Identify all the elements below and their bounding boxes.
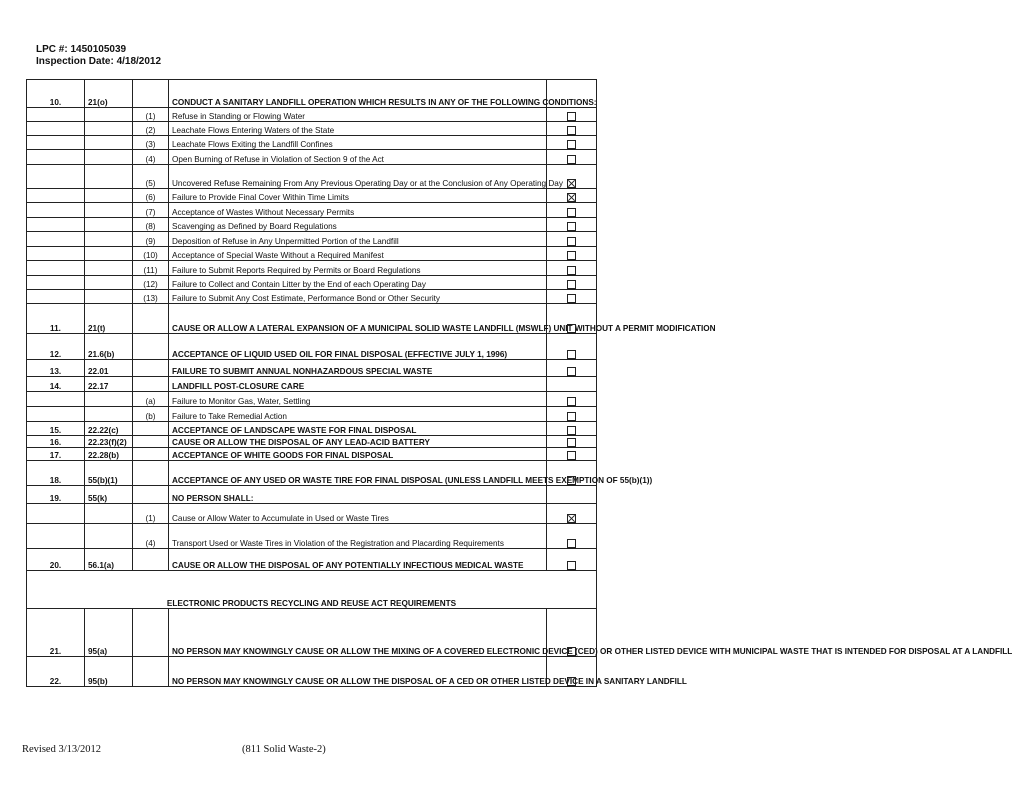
checkbox[interactable]	[567, 112, 576, 121]
violation-description: Refuse in Standing or Flowing Water	[169, 108, 547, 122]
subsection-number: (7)	[133, 203, 169, 218]
subsection-number	[133, 360, 169, 377]
section-number: 22.22(c)	[85, 422, 133, 436]
checkbox-cell	[547, 486, 597, 504]
form-number: (811 Solid Waste-2)	[242, 744, 326, 755]
violation-description: NO PERSON MAY KNOWINGLY CAUSE OR ALLOW THE DISPOSAL OF A CED OR OTHER LISTED DEVICE IN A SANITARY LANDFILL	[169, 657, 547, 687]
violation-description: Failure to Submit Any Cost Estimate, Performance Bond or Other Security	[169, 290, 547, 304]
checkbox-cell	[547, 360, 597, 377]
table-row	[27, 609, 597, 657]
table-row	[27, 122, 597, 136]
subsection-number: (10)	[133, 247, 169, 261]
section-number	[85, 261, 133, 276]
violation-description: CAUSE OR ALLOW A LATERAL EXPANSION OF A MUNICIPAL SOLID WASTE LANDFILL (MSWLF) UNIT WITHOUT A PERMIT MODIFICATION	[169, 304, 547, 334]
table-row	[27, 448, 597, 461]
checkbox-cell	[547, 422, 597, 436]
checkbox[interactable]	[567, 539, 576, 548]
subsection-number	[133, 657, 169, 687]
item-number: 12.	[27, 334, 85, 360]
checkbox[interactable]	[567, 397, 576, 406]
section-number	[85, 247, 133, 261]
item-number	[27, 218, 85, 232]
checkbox-cell	[547, 261, 597, 276]
checkbox-cell	[547, 436, 597, 448]
table-row	[27, 218, 597, 232]
table-row	[27, 304, 597, 334]
violation-description: ACCEPTANCE OF WHITE GOODS FOR FINAL DISPOSAL	[169, 448, 547, 461]
checkbox-cell	[547, 136, 597, 150]
subsection-number: (4)	[133, 150, 169, 165]
subsection-number	[133, 304, 169, 334]
section-band-row	[27, 571, 597, 609]
subsection-number: (3)	[133, 136, 169, 150]
violations-table	[26, 79, 1012, 687]
subsection-number: (1)	[133, 108, 169, 122]
checkbox[interactable]	[567, 367, 576, 376]
violation-description: LANDFILL POST-CLOSURE CARE	[169, 377, 547, 392]
item-number	[27, 150, 85, 165]
checkbox-cell	[547, 448, 597, 461]
violation-description: Open Burning of Refuse in Violation of Section 9 of the Act	[169, 150, 547, 165]
table-row	[27, 524, 597, 549]
violation-description: Transport Used or Waste Tires in Violation of the Registration and Placarding Requirements	[169, 524, 547, 549]
violation-description: Cause or Allow Water to Accumulate in Used or Waste Tires	[169, 504, 547, 524]
section-number	[85, 150, 133, 165]
violation-description: Failure to Provide Final Cover Within Time Limits	[169, 189, 547, 203]
table-row	[27, 549, 597, 571]
item-number: 13.	[27, 360, 85, 377]
violation-description: Leachate Flows Exiting the Landfill Confines	[169, 136, 547, 150]
table-row	[27, 165, 597, 189]
electronic-products-section-title: ELECTRONIC PRODUCTS RECYCLING AND REUSE ACT REQUIREMENTS	[27, 571, 597, 609]
item-number: 20.	[27, 549, 85, 571]
item-number	[27, 261, 85, 276]
checkbox[interactable]	[567, 426, 576, 435]
checkbox-cell	[547, 232, 597, 247]
checkbox[interactable]	[567, 451, 576, 460]
checkbox[interactable]	[567, 647, 576, 656]
item-number	[27, 407, 85, 422]
checkbox[interactable]	[567, 222, 576, 231]
checkbox-cell	[547, 549, 597, 571]
section-number: 55(b)(1)	[85, 461, 133, 486]
item-number: 19.	[27, 486, 85, 504]
table-row	[27, 203, 597, 218]
table-row	[27, 360, 597, 377]
checkbox-cell	[547, 377, 597, 392]
subsection-number	[133, 422, 169, 436]
table-row	[27, 657, 597, 687]
section-number: 55(k)	[85, 486, 133, 504]
subsection-number: (8)	[133, 218, 169, 232]
section-number: 21.6(b)	[85, 334, 133, 360]
section-number: 22.28(b)	[85, 448, 133, 461]
item-number	[27, 122, 85, 136]
section-number	[85, 232, 133, 247]
table-row	[27, 136, 597, 150]
table-row	[27, 377, 597, 392]
item-number	[27, 290, 85, 304]
section-number	[85, 524, 133, 549]
item-number	[27, 504, 85, 524]
inspection-header	[36, 44, 161, 68]
item-number	[27, 247, 85, 261]
violation-description: NO PERSON SHALL:	[169, 486, 547, 504]
item-number: 16.	[27, 436, 85, 448]
violation-description: CAUSE OR ALLOW THE DISPOSAL OF ANY LEAD-ACID BATTERY	[169, 436, 547, 448]
item-number: 21.	[27, 609, 85, 657]
checkbox[interactable]	[567, 324, 576, 333]
violation-description: Deposition of Refuse in Any Unpermitted Portion of the Landfill	[169, 232, 547, 247]
table-row	[27, 189, 597, 203]
revised-date: Revised 3/13/2012	[22, 744, 102, 755]
checkbox-checked[interactable]	[567, 514, 576, 523]
checkbox-checked[interactable]	[567, 193, 576, 202]
table-row	[27, 276, 597, 290]
subsection-number: (11)	[133, 261, 169, 276]
section-number: 21(t)	[85, 304, 133, 334]
section-number	[85, 189, 133, 203]
checkbox-cell	[547, 150, 597, 165]
item-number	[27, 276, 85, 290]
item-number	[27, 524, 85, 549]
section-number: 95(a)	[85, 609, 133, 657]
checkbox[interactable]	[567, 251, 576, 260]
section-number	[85, 136, 133, 150]
violation-description: Failure to Collect and Contain Litter by the End of each Operating Day	[169, 276, 547, 290]
subsection-number: (1)	[133, 504, 169, 524]
subsection-number: (b)	[133, 407, 169, 422]
item-number	[27, 189, 85, 203]
subsection-number: (12)	[133, 276, 169, 290]
section-number	[85, 108, 133, 122]
item-number	[27, 108, 85, 122]
item-number	[27, 392, 85, 407]
inspection-date: Inspection Date: 4/18/2012	[36, 56, 162, 67]
subsection-number	[133, 334, 169, 360]
table-row	[27, 108, 597, 122]
section-number: 22.23(f)(2)	[85, 436, 133, 448]
section-number	[85, 203, 133, 218]
item-number: 15.	[27, 422, 85, 436]
subsection-number	[133, 80, 169, 108]
table-row	[27, 461, 597, 486]
section-number	[85, 122, 133, 136]
item-number: 11.	[27, 304, 85, 334]
checkbox[interactable]	[567, 294, 576, 303]
table-row	[27, 261, 597, 276]
item-number	[27, 136, 85, 150]
table-row	[27, 150, 597, 165]
item-number: 10.	[27, 80, 85, 108]
checkbox-cell	[547, 524, 597, 549]
violation-description: CONDUCT A SANITARY LANDFILL OPERATION WHICH RESULTS IN ANY OF THE FOLLOWING CONDITIONS:	[169, 80, 547, 108]
table-row	[27, 392, 597, 407]
item-number	[27, 165, 85, 189]
checkbox-checked[interactable]	[567, 179, 576, 188]
subsection-number: (a)	[133, 392, 169, 407]
checkbox[interactable]	[567, 140, 576, 149]
checkbox[interactable]	[567, 280, 576, 289]
table-row	[27, 334, 597, 360]
subsection-number	[133, 486, 169, 504]
violation-description: CAUSE OR ALLOW THE DISPOSAL OF ANY POTENTIALLY INFECTIOUS MEDICAL WASTE	[169, 549, 547, 571]
subsection-number	[133, 609, 169, 657]
table-row	[27, 232, 597, 247]
section-number	[85, 504, 133, 524]
checkbox-cell	[547, 122, 597, 136]
table-row	[27, 290, 597, 304]
checkbox[interactable]	[567, 126, 576, 135]
checkbox[interactable]	[567, 476, 576, 485]
violation-description: Leachate Flows Entering Waters of the State	[169, 122, 547, 136]
checkbox-cell	[547, 504, 597, 524]
subsection-number	[133, 448, 169, 461]
violation-description: Scavenging as Defined by Board Regulations	[169, 218, 547, 232]
section-number	[85, 165, 133, 189]
lpc-number: LPC #: 1450105039	[36, 44, 127, 55]
violation-description: Uncovered Refuse Remaining From Any Previous Operating Day or at the Conclusion of Any Operating Day	[169, 165, 547, 189]
subsection-number	[133, 461, 169, 486]
table-row	[27, 486, 597, 504]
table-row	[27, 247, 597, 261]
item-number	[27, 232, 85, 247]
checkbox-cell	[547, 108, 597, 122]
table-row	[27, 407, 597, 422]
subsection-number	[133, 549, 169, 571]
checkbox[interactable]	[567, 438, 576, 447]
section-number	[85, 290, 133, 304]
checkbox-cell	[547, 189, 597, 203]
section-number	[85, 218, 133, 232]
item-number: 22.	[27, 657, 85, 687]
subsection-number: (13)	[133, 290, 169, 304]
violation-description: NO PERSON MAY KNOWINGLY CAUSE OR ALLOW THE MIXING OF A COVERED ELECTRONIC DEVICE (CED) OR OTHER LISTED DEVICE WITH MUNICIPAL WASTE THAT IS INTENDED FOR DISPOSAL AT A LANDFILL	[169, 609, 547, 657]
checkbox-cell	[547, 392, 597, 407]
violation-description: Acceptance of Special Waste Without a Required Manifest	[169, 247, 547, 261]
checkbox[interactable]	[567, 350, 576, 359]
table-row	[27, 504, 597, 524]
item-number: 18.	[27, 461, 85, 486]
subsection-number: (4)	[133, 524, 169, 549]
subsection-number: (6)	[133, 189, 169, 203]
section-number: 21(o)	[85, 80, 133, 108]
item-number: 14.	[27, 377, 85, 392]
checkbox-cell	[547, 334, 597, 360]
section-number	[85, 276, 133, 290]
checkbox-cell	[547, 407, 597, 422]
violation-description: ACCEPTANCE OF LIQUID USED OIL FOR FINAL DISPOSAL (EFFECTIVE JULY 1, 1996)	[169, 334, 547, 360]
table-row	[27, 80, 597, 108]
section-number: 22.01	[85, 360, 133, 377]
table-row	[27, 422, 597, 436]
item-number: 17.	[27, 448, 85, 461]
checkbox-cell	[547, 218, 597, 232]
subsection-number: (9)	[133, 232, 169, 247]
subsection-number	[133, 436, 169, 448]
violation-description: ACCEPTANCE OF ANY USED OR WASTE TIRE FOR FINAL DISPOSAL (UNLESS LANDFILL MEETS EXEMPTION OF 55(b)(1))	[169, 461, 547, 486]
violation-description: Failure to Monitor Gas, Water, Settling	[169, 392, 547, 407]
checkbox-cell	[547, 290, 597, 304]
checkbox-cell	[547, 247, 597, 261]
subsection-number: (5)	[133, 165, 169, 189]
section-number	[85, 407, 133, 422]
violations-table-body	[27, 80, 1012, 687]
checkbox[interactable]	[567, 208, 576, 217]
section-number	[85, 392, 133, 407]
item-number	[27, 203, 85, 218]
checkbox[interactable]	[567, 155, 576, 164]
violation-description: ACCEPTANCE OF LANDSCAPE WASTE FOR FINAL DISPOSAL	[169, 422, 547, 436]
table-row	[27, 436, 597, 448]
violation-description: Failure to Submit Reports Required by Permits or Board Regulations	[169, 261, 547, 276]
violation-description: FAILURE TO SUBMIT ANNUAL NONHAZARDOUS SPECIAL WASTE	[169, 360, 547, 377]
checkbox[interactable]	[567, 561, 576, 570]
violation-description: Failure to Take Remedial Action	[169, 407, 547, 422]
violation-description: Acceptance of Wastes Without Necessary Permits	[169, 203, 547, 218]
subsection-number	[133, 377, 169, 392]
checkbox[interactable]	[567, 412, 576, 421]
section-number: 22.17	[85, 377, 133, 392]
checkbox[interactable]	[567, 266, 576, 275]
section-number: 56.1(a)	[85, 549, 133, 571]
checkbox-cell	[547, 276, 597, 290]
section-number: 95(b)	[85, 657, 133, 687]
checkbox[interactable]	[567, 237, 576, 246]
checkbox-cell	[547, 203, 597, 218]
checkbox[interactable]	[567, 677, 576, 686]
subsection-number: (2)	[133, 122, 169, 136]
